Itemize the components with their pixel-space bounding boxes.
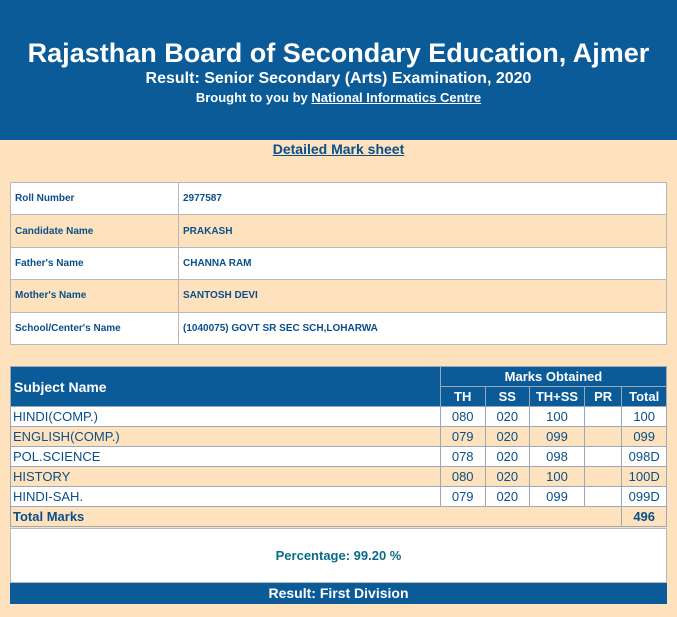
- info-row-roll: [11, 183, 667, 215]
- ss-cell: 020: [485, 487, 530, 507]
- total-cell: 100D: [622, 467, 667, 487]
- total-cell: 099D: [622, 487, 667, 507]
- table-row: [11, 447, 667, 467]
- subject-cell: ENGLISH(COMP.): [11, 427, 441, 447]
- credit-line: [0, 90, 677, 105]
- table-row: [11, 407, 667, 427]
- candidate-name-label: Candidate Name: [11, 215, 179, 247]
- info-row-father: [11, 247, 667, 279]
- board-title: Rajasthan Board of Secondary Education, Ajmer: [27, 38, 650, 68]
- header-banner: [0, 0, 677, 140]
- pr-cell: [584, 487, 622, 507]
- thss-cell: 099: [530, 427, 585, 447]
- table-row: [11, 487, 667, 507]
- candidate-info-table: [10, 182, 667, 345]
- info-row-mother: [11, 280, 667, 312]
- school-name-label: School/Center's Name: [11, 312, 179, 344]
- table-row: [11, 427, 667, 447]
- col-th-header: TH: [440, 387, 485, 407]
- subject-cell: HINDI(COMP.): [11, 407, 441, 427]
- ss-cell: 020: [485, 407, 530, 427]
- info-row-school: [11, 312, 667, 344]
- marks-obtained-header: Marks Obtained: [440, 367, 666, 387]
- subject-cell: POL.SCIENCE: [11, 447, 441, 467]
- ss-cell: 020: [485, 467, 530, 487]
- detailed-marksheet-link[interactable]: Detailed Mark sheet: [272, 141, 405, 157]
- info-row-candidate: [11, 215, 667, 247]
- father-name-label: Father's Name: [11, 247, 179, 279]
- mother-name-label: Mother's Name: [11, 280, 179, 312]
- marks-table: [10, 366, 667, 527]
- result-text: Result: First Division: [268, 585, 409, 601]
- percentage-text: Percentage: 99.20 %: [275, 548, 402, 563]
- thss-cell: 100: [530, 407, 585, 427]
- pr-cell: [584, 407, 622, 427]
- table-row: [11, 467, 667, 487]
- pr-cell: [584, 467, 622, 487]
- ss-cell: 020: [485, 447, 530, 467]
- subject-cell: HINDI-SAH.: [11, 487, 441, 507]
- th-cell: 078: [440, 447, 485, 467]
- thss-cell: 100: [530, 467, 585, 487]
- nic-link[interactable]: National Informatics Centre: [311, 90, 482, 105]
- total-marks-label: Total Marks: [11, 507, 622, 527]
- thss-cell: 098: [530, 447, 585, 467]
- percentage-box: [10, 528, 667, 583]
- col-ss-header: SS: [485, 387, 530, 407]
- col-total-header: Total: [622, 387, 667, 407]
- exam-subtitle: Result: Senior Secondary (Arts) Examination, 2020: [145, 70, 532, 87]
- th-cell: 080: [440, 467, 485, 487]
- school-name-value: (1040075) GOVT SR SEC SCH,LOHARWA: [179, 312, 667, 344]
- candidate-name-value: PRAKASH: [179, 215, 667, 247]
- total-marks-value: 496: [622, 507, 667, 527]
- pr-cell: [584, 447, 622, 467]
- mother-name-value: SANTOSH DEVI: [179, 280, 667, 312]
- credit-prefix: Brought to you by: [195, 90, 308, 105]
- roll-number-label: Roll Number: [11, 183, 179, 215]
- father-name-value: CHANNA RAM: [179, 247, 667, 279]
- subject-cell: HISTORY: [11, 467, 441, 487]
- col-thss-header: TH+SS: [530, 387, 585, 407]
- th-cell: 080: [440, 407, 485, 427]
- total-marks-row: [11, 507, 667, 527]
- total-cell: 098D: [622, 447, 667, 467]
- result-bar: [10, 583, 667, 604]
- total-cell: 099: [622, 427, 667, 447]
- th-cell: 079: [440, 487, 485, 507]
- total-cell: 100: [622, 407, 667, 427]
- ss-cell: 020: [485, 427, 530, 447]
- th-cell: 079: [440, 427, 485, 447]
- col-pr-header: PR: [584, 387, 622, 407]
- thss-cell: 099: [530, 487, 585, 507]
- roll-number-value: 2977587: [179, 183, 667, 215]
- subject-name-header: Subject Name: [11, 367, 441, 407]
- pr-cell: [584, 427, 622, 447]
